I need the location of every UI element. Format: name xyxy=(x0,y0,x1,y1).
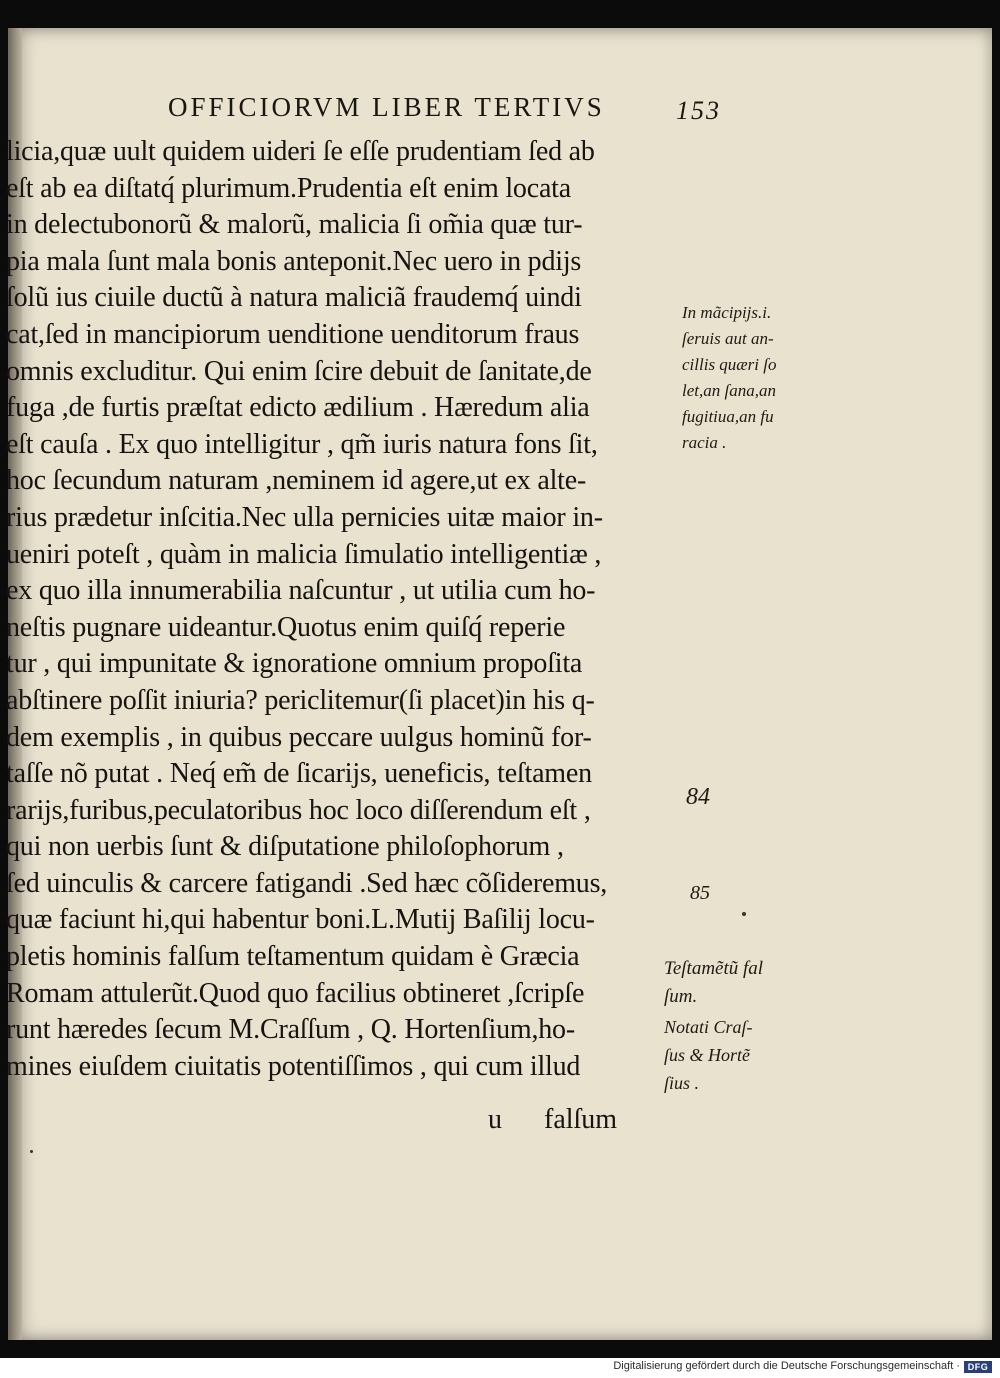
marginal-line: Teſtamẽtũ fal xyxy=(664,958,764,979)
section-number-84: 84 xyxy=(686,784,710,810)
text-line: qui non uerbis ſunt & diſputatione philoſophorum , xyxy=(6,831,564,863)
marginal-line: fugitiua,an fu xyxy=(682,407,774,426)
marginal-line: In mãcipijs.i. xyxy=(682,303,772,322)
signature-mark: u xyxy=(488,1104,502,1135)
text-line: quæ faciunt hi,qui habentur boni.L.Mutij Baſilij locu- xyxy=(6,904,595,936)
section-number-85: 85 xyxy=(690,882,710,904)
text-line: rarijs,furibus,peculatoribus hoc loco diſſerendum eſt , xyxy=(6,794,591,826)
catchword: falſum xyxy=(544,1104,618,1135)
text-line: in delectubonorũ & malorũ, malicia ſi om̃ia quæ tur- xyxy=(6,209,583,241)
text-line: ueniri poteſt , quàm in malicia ſimulatio intelligentiæ , xyxy=(6,538,602,570)
ink-speck xyxy=(742,912,746,916)
marginal-line: ſeruis aut an- xyxy=(682,329,774,348)
marginal-line: Notati Craſ- xyxy=(664,1017,753,1037)
text-line: Romam attulerũt.Quod quo facilius obtineret ,ſcripſe xyxy=(6,977,585,1009)
marginal-line: racia . xyxy=(682,433,727,452)
text-line: pia mala ſunt mala bonis anteponit.Nec uero in pdijs xyxy=(6,245,582,277)
marginal-note-testamentum xyxy=(664,955,763,1011)
marginal-line: cillis quæri ſo xyxy=(682,355,777,374)
marginal-line: ſum. xyxy=(664,986,698,1007)
text-line: ex quo illa innumerabilia naſcuntur , ut utilia cum ho- xyxy=(6,575,596,607)
text-line: rius prædetur inſcitia.Nec ulla pernicies uitæ maior in- xyxy=(6,501,603,533)
text-line: pletis hominis falſum teſtamentum quidam è Græcia xyxy=(6,941,580,973)
text-line: eſt ab ea diſtatq́ plurimum.Prudentia eſt enim locata xyxy=(6,172,571,204)
catchline xyxy=(488,1104,617,1136)
text-line: hoc ſecundum naturam ,neminem id agere,ut ex alte- xyxy=(6,465,587,497)
marginal-line: ſus & Hortẽ xyxy=(664,1045,751,1065)
funding-credit: Digitalisierung gefördert durch die Deutsche Forschungsgemeinschaft · xyxy=(613,1360,960,1372)
text-line: licia,quæ uult quidem uideri ſe eſſe prudentiam ſed ab xyxy=(6,136,595,167)
running-head: OFFICIORVM LIBER TERTIVS xyxy=(168,92,605,122)
text-line: eſt cauſa . Ex quo intelligitur , qm̃ iuris natura fons ſit, xyxy=(6,428,598,460)
text-line: mines eiuſdem ciuitatis potentiſſimos , qui cum illud xyxy=(6,1050,581,1082)
text-line: neſtis pugnare uideantur.Quotus enim quiſq́ reperie xyxy=(6,611,566,643)
text-line: abſtinere poſſit iniuria? periclitemur(ſi placet)in his q- xyxy=(6,684,595,716)
marginal-note-crassus xyxy=(664,1013,753,1097)
folio-number: 153 xyxy=(676,96,721,125)
footer-bar xyxy=(0,1358,1000,1378)
text-line: taſſe nõ putat . Neq́ em̃ de ſicarijs, ueneficis, teſtamen xyxy=(6,758,592,790)
text-line: runt hæredes ſecum M.Craſſum , Q. Hortenſium,ho- xyxy=(6,1014,575,1046)
text-line: dem exemplis , in quibus peccare uulgus hominũ for- xyxy=(6,721,592,753)
text-line: ſed uinculis & carcere fatigandi .Sed hæc cõſideremus, xyxy=(6,867,608,899)
marginal-line: let,an ſana,an xyxy=(682,381,776,400)
body-text xyxy=(6,134,696,1085)
dfg-logo: DFG xyxy=(964,1361,992,1373)
marginal-note-mancipiis xyxy=(682,300,776,456)
text-line: tur , qui impunitate & ignoratione omnium propoſita xyxy=(6,648,583,680)
text-line: cat,ſed in mancipiorum uenditione uenditorum fraus xyxy=(6,318,580,350)
text-line: ſolũ ius ciuile ductũ à natura maliciã fraudemq́ uindi xyxy=(6,282,582,314)
text-line: omnis excluditur. Qui enim ſcire debuit de ſanitate,de xyxy=(6,355,592,387)
ink-speck xyxy=(30,1150,33,1153)
marginal-line: ſius . xyxy=(664,1073,700,1093)
text-line: fuga ,de furtis præſtat edicto ædilium . Hæredum alia xyxy=(6,392,590,424)
